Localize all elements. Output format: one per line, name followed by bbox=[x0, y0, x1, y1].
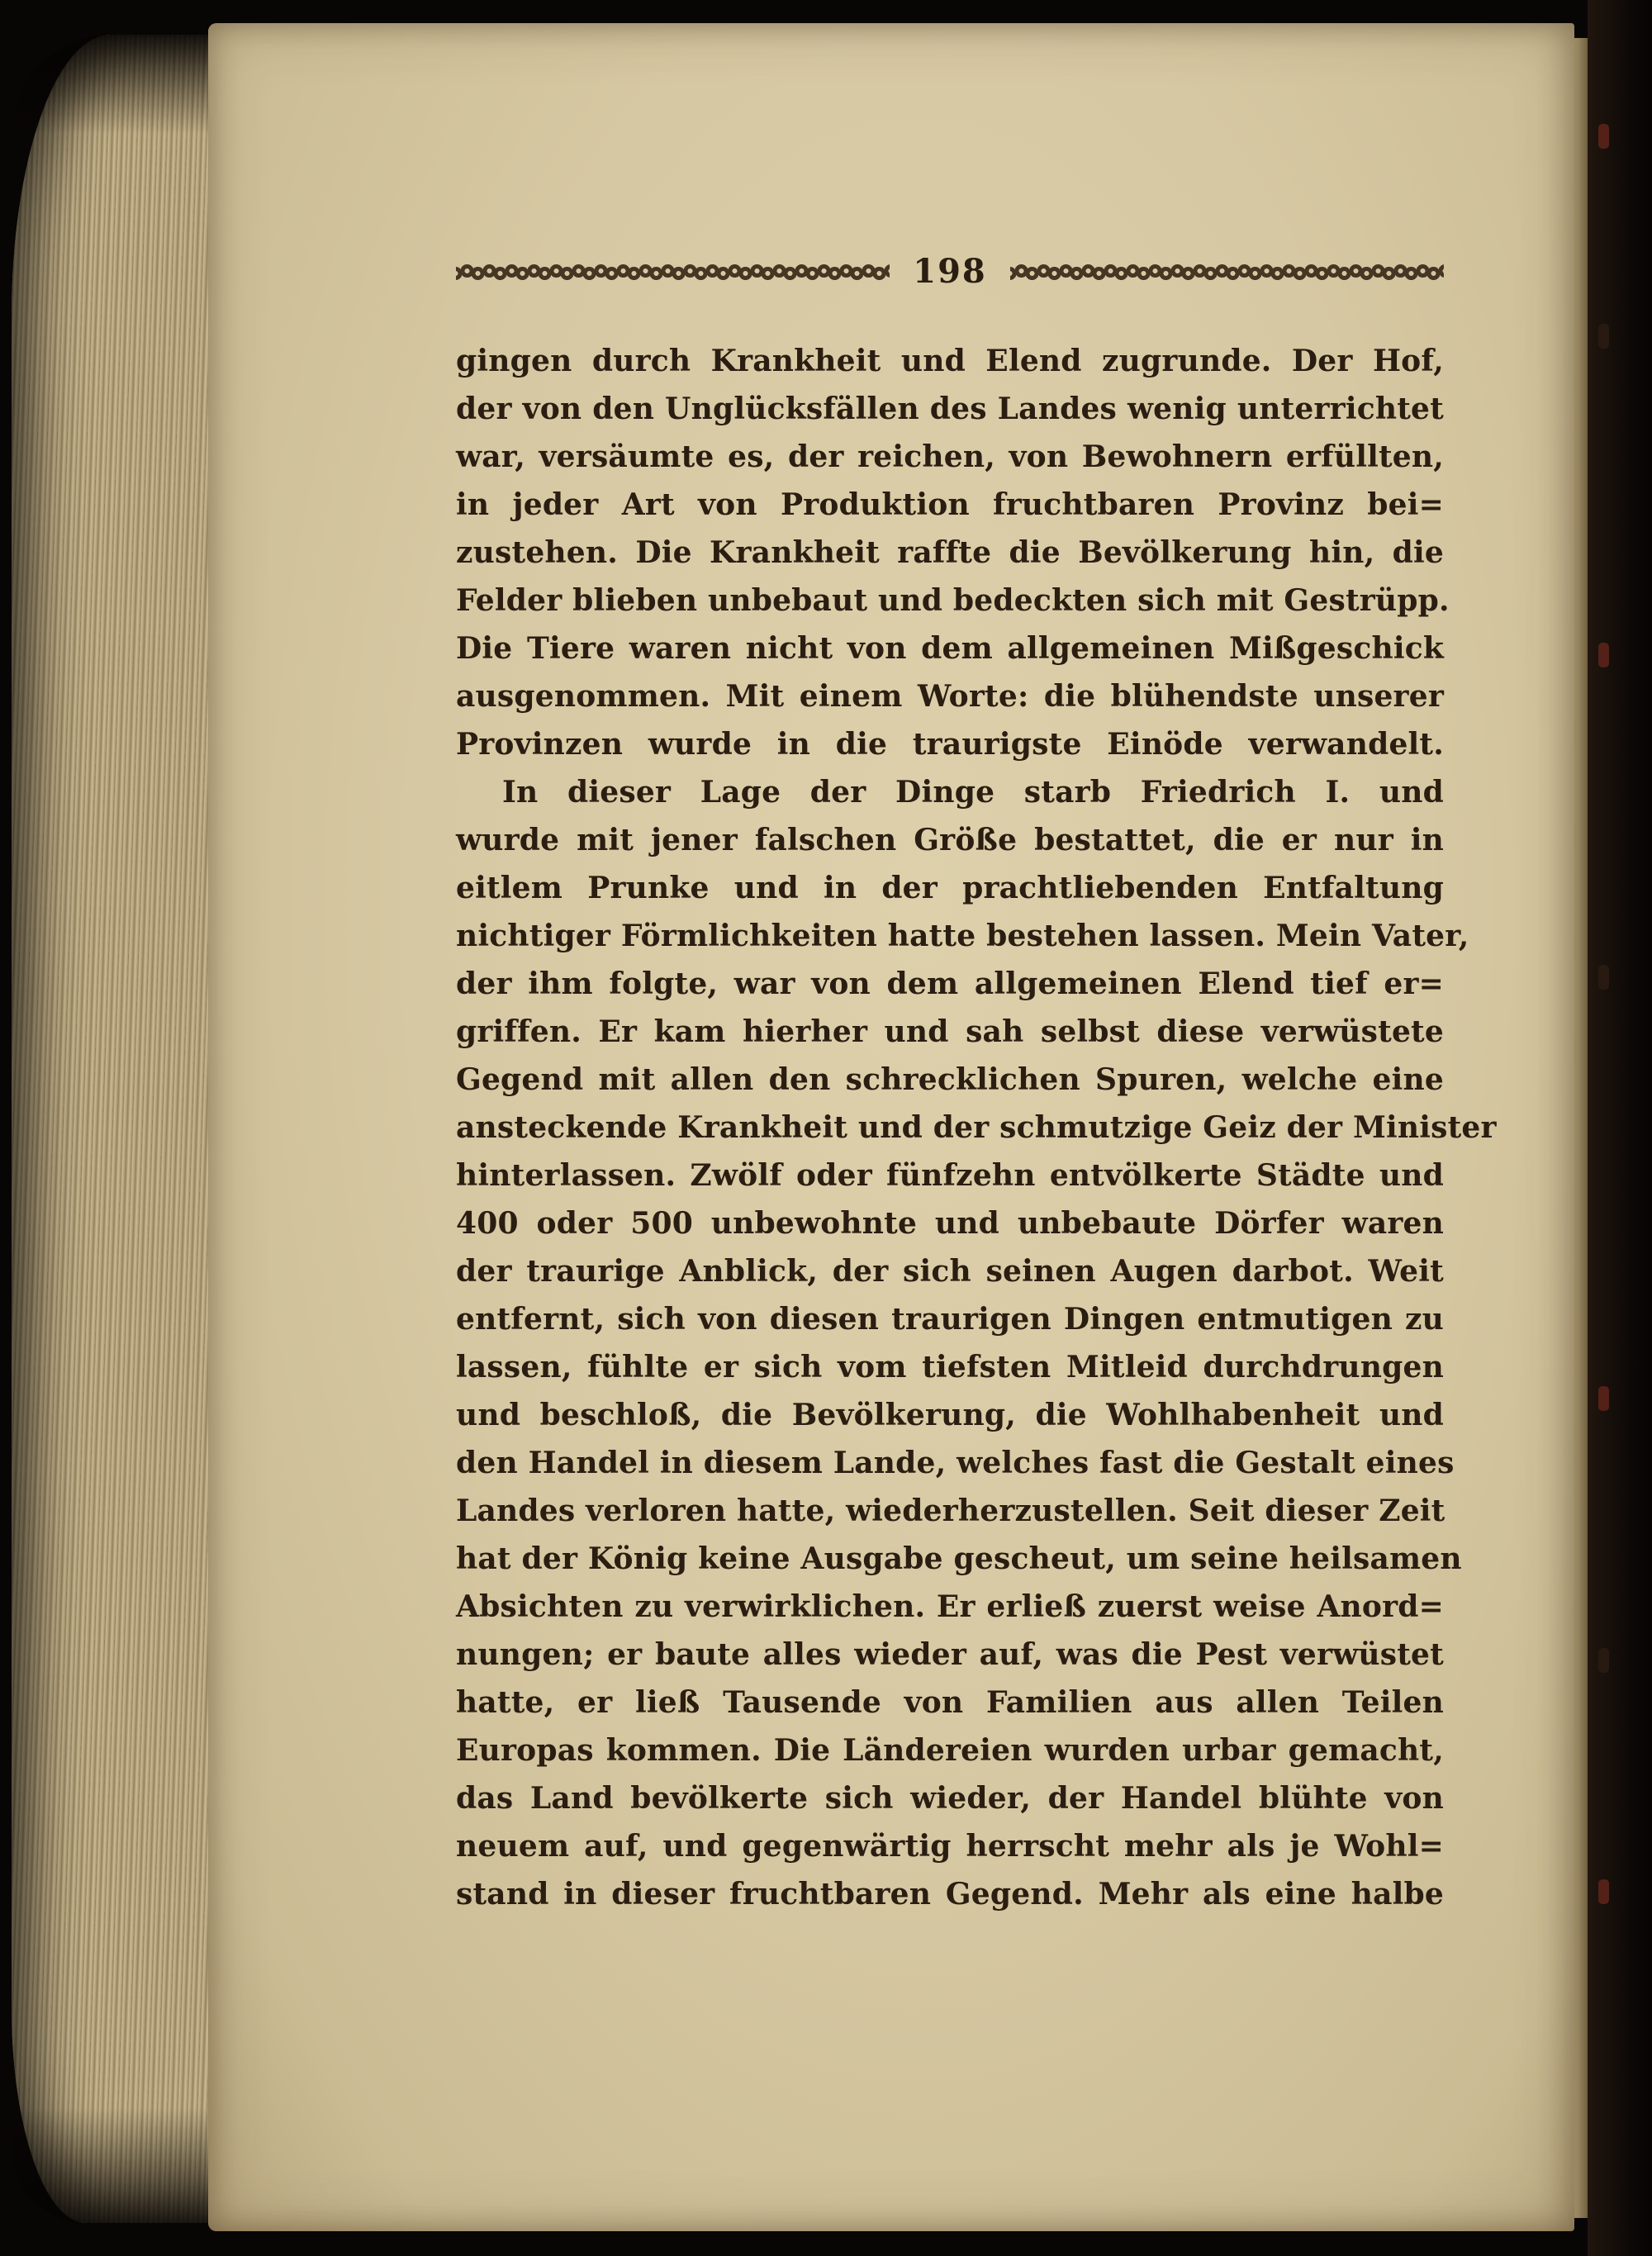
ornament-left-icon bbox=[456, 262, 890, 280]
text-line: in jeder Art von Produktion fruchtbaren Provinz bei= bbox=[456, 487, 1444, 522]
text-line: der traurige Anblick, der sich seinen Augen darbot. Weit bbox=[456, 1254, 1444, 1289]
text-line: Gegend mit allen den schrecklichen Spuren, welche eine bbox=[456, 1062, 1444, 1097]
text-line: stand in dieser fruchtbaren Gegend. Mehr als eine halbe bbox=[456, 1877, 1444, 1912]
stitch-mark bbox=[1598, 643, 1609, 667]
text-line: entfernt, sich von diesen traurigen Dingen entmutigen zu bbox=[456, 1302, 1444, 1337]
text-line: das Land bevölkerte sich wieder, der Handel blühte von bbox=[456, 1781, 1444, 1816]
text-line: eitlem Prunke und in der prachtliebenden Entfaltung bbox=[456, 871, 1444, 905]
text-line: Absichten zu verwirklichen. Er erließ zuerst weise Anord= bbox=[456, 1589, 1444, 1624]
text-line: lassen, fühlte er sich vom tiefsten Mitleid durchdrungen bbox=[456, 1350, 1444, 1384]
text-line: war, versäumte es, der reichen, von Bewohnern erfüllten, bbox=[456, 439, 1444, 474]
page-text bbox=[456, 337, 1497, 1918]
book-page bbox=[208, 23, 1574, 2231]
text-line: hatte, er ließ Tausende von Familien aus allen Teilen bbox=[456, 1685, 1444, 1720]
text-line: hinterlassen. Zwölf oder fünfzehn entvölkerte Städte und bbox=[456, 1158, 1444, 1193]
text-line: der von den Unglücksfällen des Landes wenig unterrichtet bbox=[456, 392, 1444, 426]
text-line: nichtiger Förmlichkeiten hatte bestehen lassen. Mein Vater, bbox=[456, 919, 1469, 953]
text-line: Landes verloren hatte, wiederherzustellen. Seit dieser Zeit bbox=[456, 1494, 1446, 1528]
text-line: gingen durch Krankheit und Elend zugrunde. Der Hof, bbox=[456, 344, 1444, 378]
text-line: hat der König keine Ausgabe gescheut, um seine heilsamen bbox=[456, 1541, 1462, 1576]
text-line: 400 oder 500 unbewohnte und unbebaute Dörfer waren bbox=[456, 1206, 1444, 1241]
stitch-mark bbox=[1598, 1648, 1609, 1673]
text-line: ausgenommen. Mit einem Worte: die blühendste unserer bbox=[456, 679, 1444, 714]
stitch-mark bbox=[1598, 1386, 1609, 1411]
text-line: Europas kommen. Die Ländereien wurden urbar gemacht, bbox=[456, 1733, 1444, 1768]
text-line: den Handel in diesem Lande, welches fast die Gestalt eines bbox=[456, 1446, 1455, 1480]
stitch-mark bbox=[1598, 965, 1609, 990]
text-line: der ihm folgte, war von dem allgemeinen Elend tief er= bbox=[456, 967, 1444, 1001]
ornament-right-icon bbox=[1010, 262, 1444, 280]
stitch-mark bbox=[1598, 324, 1609, 349]
text-column bbox=[456, 251, 1497, 1918]
page-number: 198 bbox=[913, 251, 987, 291]
text-line: Die Tiere waren nicht von dem allgemeinen Mißgeschick bbox=[456, 631, 1444, 666]
text-line: nungen; er baute alles wieder auf, was die Pest verwüstet bbox=[456, 1637, 1444, 1672]
text-line: wurde mit jener falschen Größe bestattet, die er nur in bbox=[456, 823, 1444, 857]
text-line: und beschloß, die Bevölkerung, die Wohlhabenheit und bbox=[456, 1398, 1444, 1432]
text-line: neuem auf, und gegenwärtig herrscht mehr als je Wohl= bbox=[456, 1829, 1444, 1864]
text-line: Felder blieben unbebaut und bedeckten sich mit Gestrüpp. bbox=[456, 583, 1450, 618]
stitch-mark bbox=[1598, 1879, 1609, 1904]
running-head bbox=[456, 253, 1444, 289]
text-line: Provinzen wurde in die traurigste Einöde verwandelt. bbox=[456, 727, 1444, 762]
stitch-mark bbox=[1598, 124, 1609, 149]
text-line: ansteckende Krankheit und der schmutzige Geiz der Minister bbox=[456, 1110, 1497, 1145]
text-line: griffen. Er kam hierher und sah selbst diese verwüstete bbox=[456, 1014, 1444, 1049]
text-line: In dieser Lage der Dinge starb Friedrich I. und bbox=[502, 775, 1444, 810]
text-line: zustehen. Die Krankheit raffte die Bevölkerung hin, die bbox=[456, 535, 1444, 570]
right-binding bbox=[1588, 0, 1652, 2256]
